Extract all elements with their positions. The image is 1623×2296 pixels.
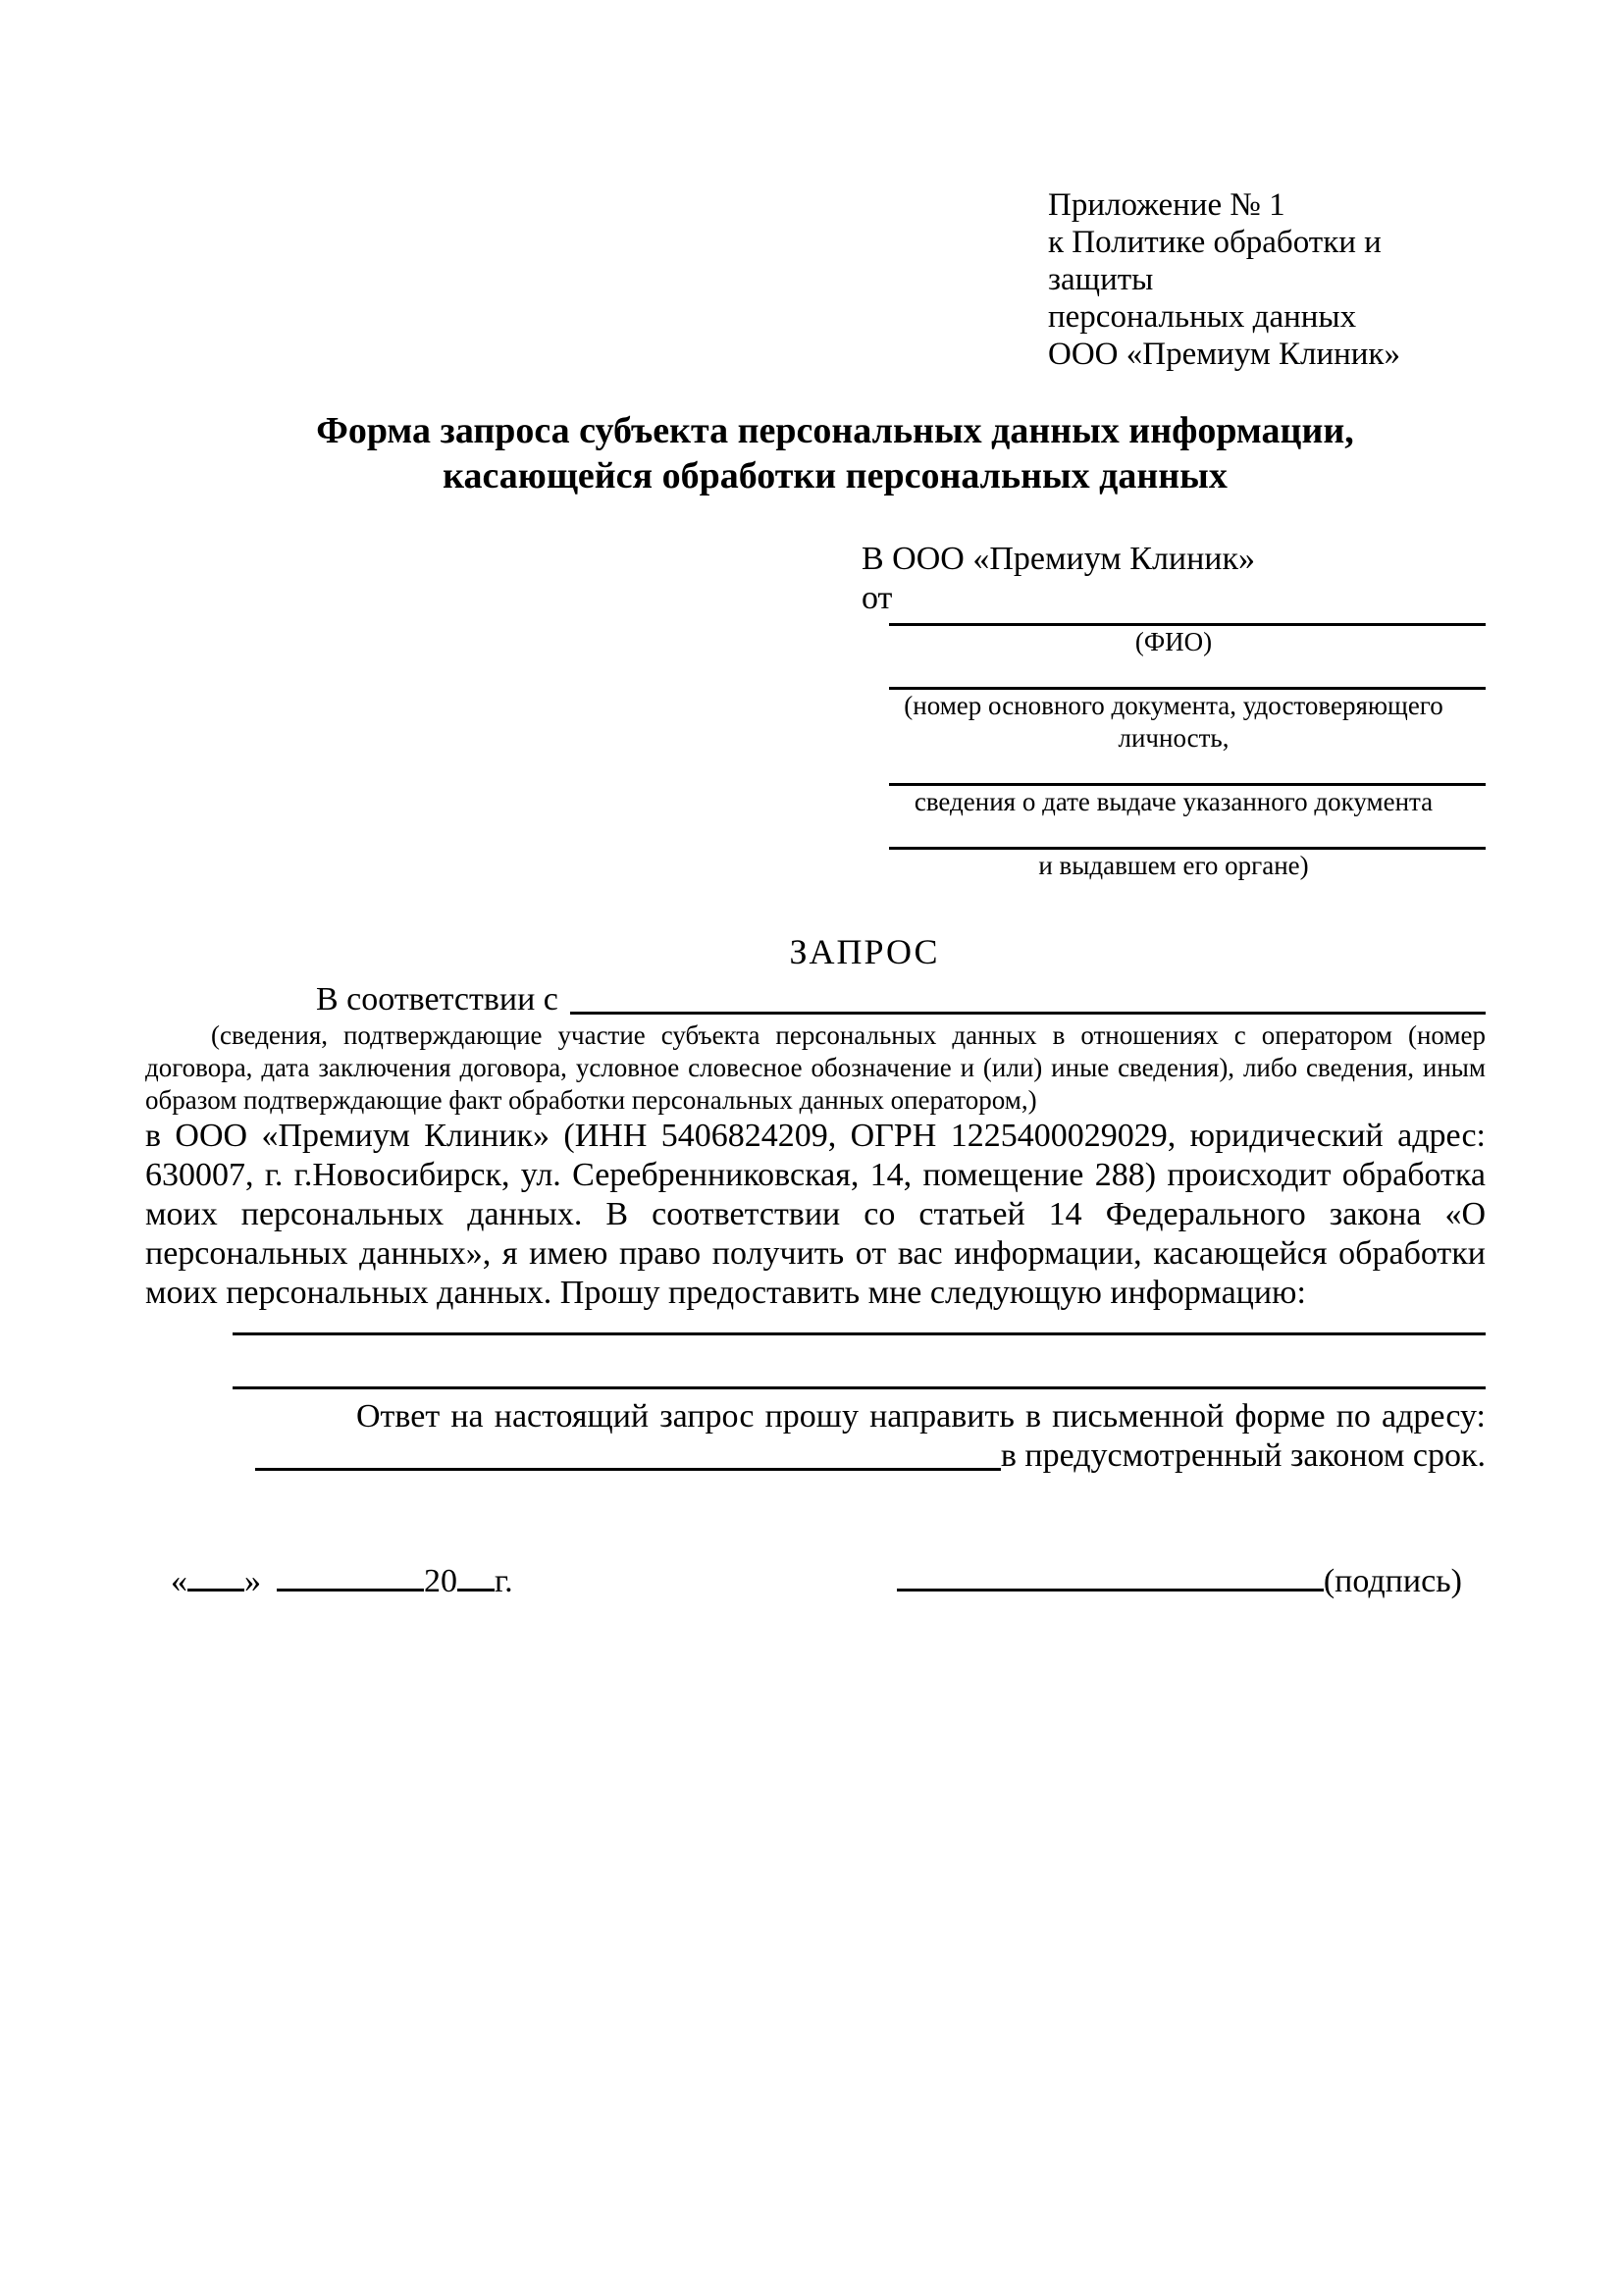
requested-info-blank-line-2 — [233, 1335, 1486, 1389]
signature-field — [897, 1560, 1462, 1601]
year-prefix: 20 — [424, 1562, 457, 1599]
addressee-to: В ООО «Премиум Клиник» — [862, 541, 1256, 577]
appendix-line-1: Приложение № 1 — [1048, 187, 1285, 223]
document-number-blank-line — [889, 682, 1486, 690]
addressee-from: от — [862, 580, 893, 616]
month-blank-line — [277, 1560, 424, 1592]
signature-caption: (подпись) — [1323, 1562, 1462, 1599]
date-signature-row — [145, 1560, 1486, 1601]
issue-date-blank-line — [889, 778, 1486, 786]
addressee-block — [862, 540, 1486, 882]
appendix-line-2: к Политике обработки и защиты — [1048, 225, 1382, 297]
year-blank-line — [457, 1560, 495, 1592]
answer-request-text: Ответ на настоящий запрос прошу направить в письменной форме по адресу: — [356, 1398, 1486, 1435]
requested-info-blank-line-1 — [233, 1313, 1486, 1335]
issuing-authority-blank-line — [889, 842, 1486, 850]
title-line-1: Форма запроса субъекта персональных данных информации, — [316, 410, 1354, 451]
answer-suffix: в предусмотренный законом срок. — [1000, 1437, 1486, 1474]
date-quote-close: » — [244, 1562, 261, 1599]
date-quote-open: « — [171, 1562, 187, 1599]
fio-field — [862, 618, 1486, 658]
appendix-line-4: ООО «Премиум Клиник» — [1048, 337, 1400, 372]
request-heading: ЗАПРОС — [789, 932, 940, 971]
accordance-prefix: В соответствии с — [316, 981, 558, 1018]
day-blank-line — [187, 1560, 244, 1592]
fio-blank-line — [889, 618, 1486, 626]
appendix-line-3: персональных данных — [1048, 299, 1357, 335]
request-body-paragraph: в ООО «Премиум Клиник» (ИНН 5406824209, ОГРН 1225400029029, юридический адрес: 630007, г. г.Новосибирск, ул. Серебренниковская, 14, помещение 288) происходит обработка моих персональных данных. В соответствии со статьей 14 Федерального закона «О персональных данных», я имею право получить от вас информации, касающейся обработки моих персональных данных. Прошу предоставить мне следующую информацию: — [145, 1118, 1486, 1311]
address-blank-line — [255, 1436, 1001, 1471]
accordance-blank-line — [570, 980, 1486, 1015]
document-number-caption: (номер основного документа, удостоверяющего личность, — [904, 691, 1443, 753]
fio-caption: (ФИО) — [1134, 627, 1213, 656]
title-line-2: касающейся обработки персональных данных — [443, 455, 1228, 496]
document-title — [145, 408, 1486, 498]
appendix-block — [1048, 186, 1486, 373]
document-number-field — [862, 682, 1486, 755]
year-suffix: г. — [495, 1562, 513, 1599]
answer-address-row — [145, 1436, 1486, 1476]
accordance-row — [145, 980, 1486, 1019]
fine-print-note: (сведения, подтверждающие участие субъекта персональных данных в отношениях с оператором (номер договора, дата заключения договора, условное словесное обозначение и (или) иные сведения), либо сведения, иным образом подтверждающие факт обработки персональных данных оператором,) — [145, 1020, 1486, 1115]
issuing-authority-field — [862, 842, 1486, 882]
date-field — [171, 1560, 513, 1601]
issue-date-caption: сведения о дате выдаче указанного документа — [914, 787, 1434, 816]
issue-date-field — [862, 778, 1486, 818]
signature-blank-line — [897, 1560, 1324, 1592]
issuing-authority-caption: и выдавшем его органе) — [1038, 851, 1309, 880]
